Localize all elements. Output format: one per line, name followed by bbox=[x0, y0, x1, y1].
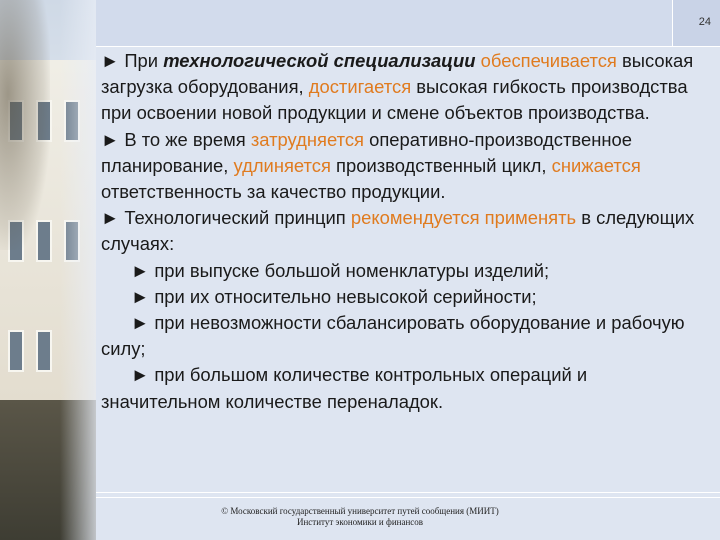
footer-line-university: © Московский государственный университет путей сообщения (МИИТ) bbox=[221, 506, 499, 516]
list-item-text: при выпуске большой номенклатуры изделий; bbox=[154, 259, 550, 281]
photo-fade bbox=[60, 0, 100, 540]
highlight-term: затрудняется bbox=[250, 128, 364, 150]
header-divider bbox=[96, 46, 720, 47]
window bbox=[8, 330, 24, 372]
text-run: в следующих случаях: bbox=[101, 207, 695, 255]
emphasis-term: технологической специализации bbox=[163, 50, 476, 71]
text-run: При bbox=[124, 50, 159, 71]
window bbox=[36, 330, 52, 372]
page-number-box bbox=[672, 0, 720, 46]
bullet-marker: ► bbox=[131, 285, 150, 307]
highlight-term: удлиняется bbox=[233, 154, 331, 176]
bullet-marker: ► bbox=[101, 207, 120, 229]
list-item bbox=[101, 284, 701, 310]
text-run: В то же время bbox=[124, 128, 246, 150]
paragraph-specialization bbox=[101, 48, 701, 127]
text-run: оперативно-производственное планирование, bbox=[101, 128, 632, 176]
highlight-term: рекомендуется применять bbox=[350, 207, 577, 229]
text-run: Технологический принцип bbox=[124, 207, 346, 229]
header-bar bbox=[96, 0, 672, 46]
text-run: производственный цикл, bbox=[336, 154, 547, 176]
page-number: 24 bbox=[698, 16, 711, 28]
list-item-text: при большом количестве контрольных операций и значительном количестве переналадок. bbox=[101, 364, 588, 412]
highlight-term: обеспечивается bbox=[480, 50, 617, 71]
list-item bbox=[101, 310, 701, 362]
building-photo bbox=[0, 0, 100, 540]
text-run: высокая гибкость производства при освоении новой продукции и смене объектов производства. bbox=[101, 76, 688, 124]
footer-divider-top bbox=[96, 492, 720, 493]
footer-line-institute: Институт экономики и финансов bbox=[296, 517, 424, 527]
footer-divider-bottom bbox=[96, 497, 720, 498]
tree bbox=[0, 0, 50, 250]
bullet-marker: ► bbox=[131, 259, 150, 281]
highlight-term: достигается bbox=[308, 76, 412, 98]
highlight-term: снижается bbox=[551, 154, 641, 176]
bullet-marker: ► bbox=[131, 364, 150, 386]
list-item bbox=[101, 258, 701, 284]
list-item bbox=[101, 362, 701, 414]
bullet-marker: ► bbox=[101, 128, 120, 150]
slide-body bbox=[101, 48, 701, 415]
paragraph-drawbacks bbox=[101, 127, 701, 206]
text-run: ответственность за качество продукции. bbox=[101, 181, 446, 203]
paragraph-recommendation bbox=[101, 205, 701, 257]
footer-copyright bbox=[200, 506, 520, 528]
text-run: высокая загрузка оборудования, bbox=[101, 50, 694, 98]
bullet-marker: ► bbox=[101, 50, 120, 71]
list-item-text: при их относительно невысокой серийности; bbox=[154, 285, 537, 307]
bullet-marker: ► bbox=[131, 312, 150, 334]
list-item-text: при невозможности сбалансировать оборудование и рабочую силу; bbox=[101, 312, 685, 360]
